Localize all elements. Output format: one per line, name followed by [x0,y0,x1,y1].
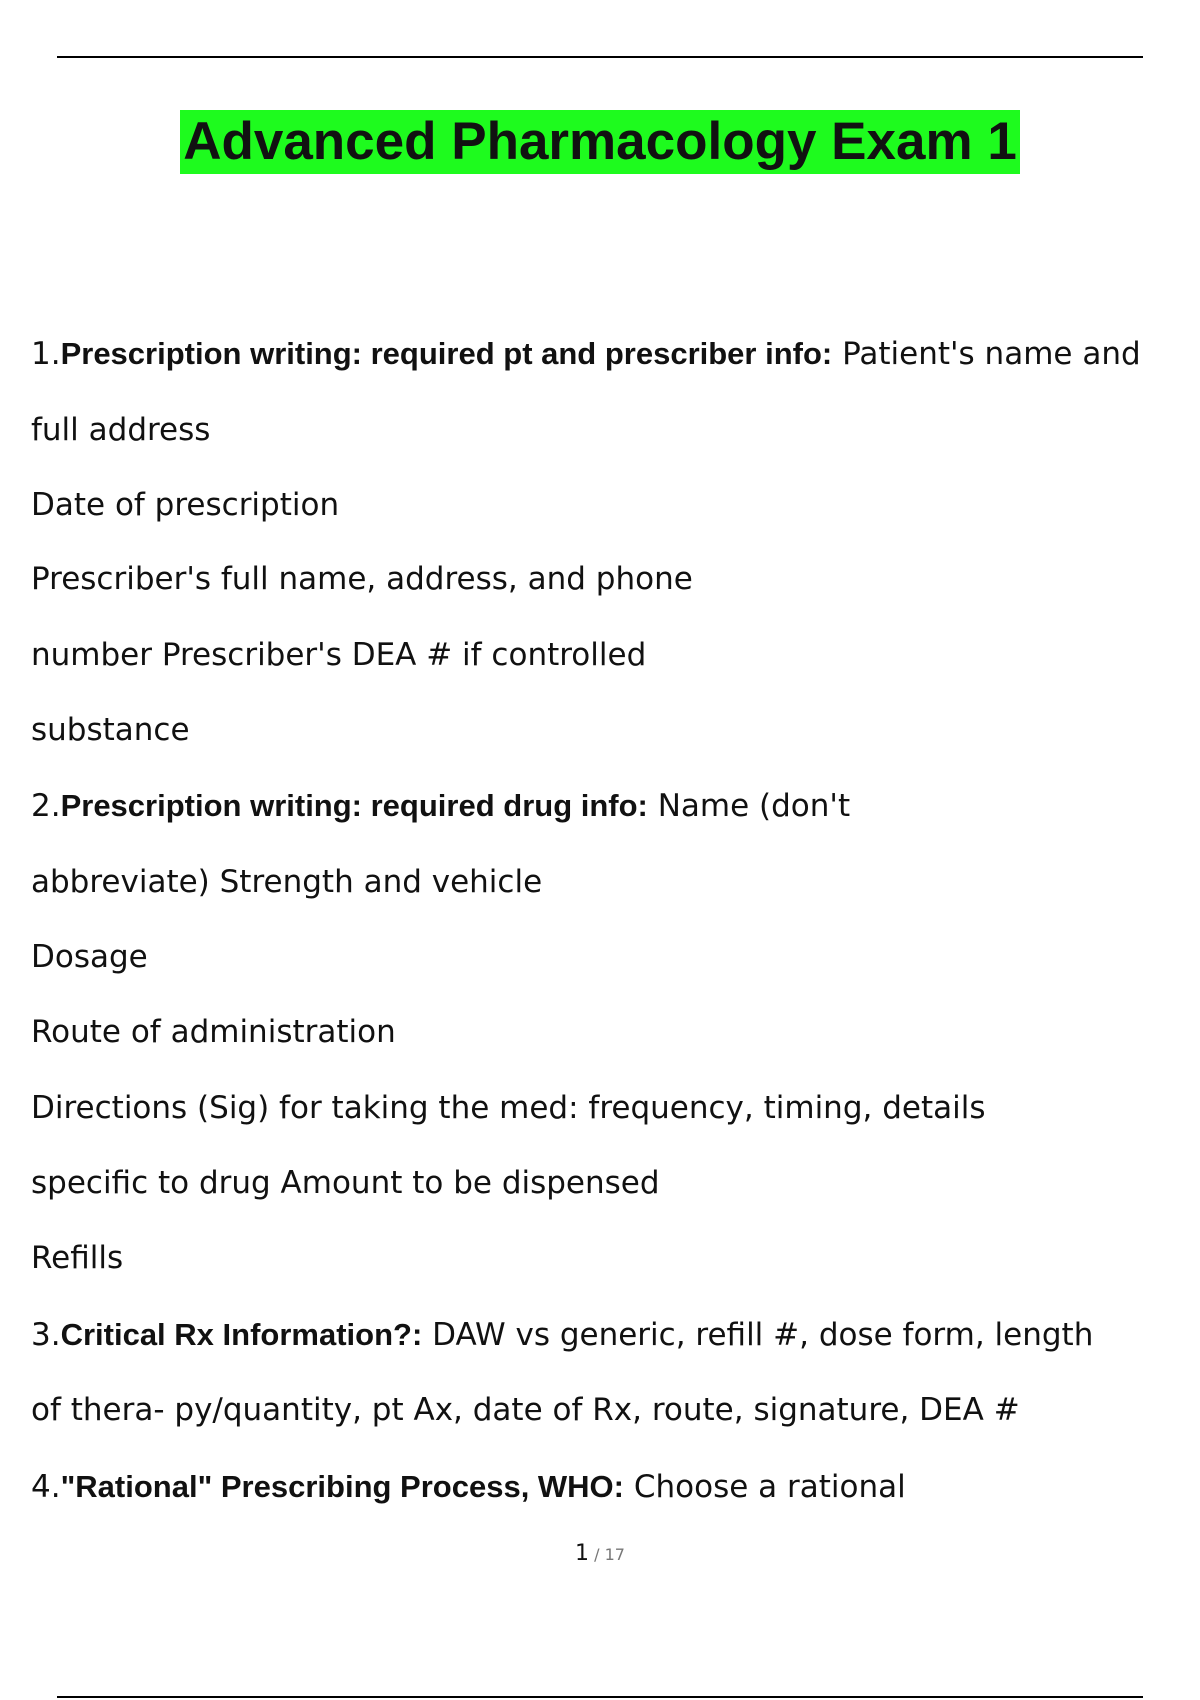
item-text: Name (don't [647,788,851,824]
item-1-line-2: full address [31,412,211,448]
item-term: Critical Rx Information?: [60,1317,423,1352]
item-2-heading [31,786,850,826]
item-3-line-2: of thera- py/quantity, pt Ax, date of Rx, route, signature, DEA # [31,1392,1020,1428]
item-number: 1. [31,336,61,372]
item-term: "Rational" Prescribing Process, WHO: [60,1469,624,1504]
item-1-line-6: substance [31,712,190,748]
item-term: Prescription writing: required drug info: [60,788,648,823]
item-3-heading [31,1315,1093,1355]
page-number [0,1541,1200,1566]
item-text: DAW vs generic, refill #, dose form, length [422,1317,1094,1353]
page-total: 17 [604,1545,625,1564]
item-2-line-2: abbreviate) Strength and vehicle [31,864,543,900]
item-4-heading [31,1467,906,1507]
item-text: Choose a rational [624,1469,906,1505]
item-1-line-5: number Prescriber's DEA # if controlled [31,637,647,673]
item-text: Patient's name and [832,336,1141,372]
item-2-line-4: Route of administration [31,1014,396,1050]
item-1-line-3: Date of prescription [31,487,340,523]
item-1-line-4: Prescriber's full name, address, and phone [31,561,693,597]
item-2-line-7: Refills [31,1240,124,1276]
item-number: 4. [31,1469,61,1505]
item-2-line-5: Directions (Sig) for taking the med: frequency, timing, details [31,1090,986,1126]
title-container [0,110,1200,174]
item-2-line-6: specific to drug Amount to be dispensed [31,1165,660,1201]
item-number: 3. [31,1317,61,1353]
item-1-heading [31,334,1141,374]
item-term: Prescription writing: required pt and prescriber info: [60,336,833,371]
bottom-rule [57,1696,1143,1698]
page-current: 1 [575,1541,590,1566]
item-number: 2. [31,788,61,824]
document-title: Advanced Pharmacology Exam 1 [180,110,1020,174]
top-rule [57,56,1143,58]
page-separator: / [594,1545,600,1564]
item-2-line-3: Dosage [31,939,148,975]
